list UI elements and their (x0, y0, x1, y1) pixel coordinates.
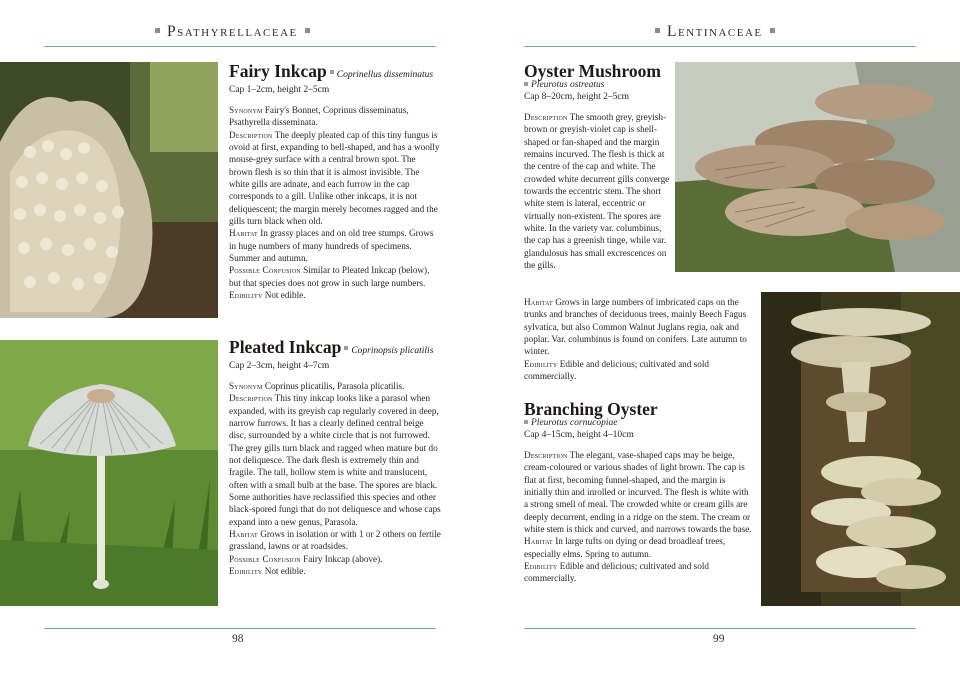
page-number: 99 (713, 633, 725, 645)
fairy-inkcap-photo (0, 62, 218, 318)
species-description: Description The smooth grey, greyish-brown or greyish-violet cap is shell-shaped or fan-shaped and the margin remains incurved. The flesh is thick at the centre of the cap and white. The crowded white decurrent gills converge towards the eccentric stem. The short white stem is lateral, eccentric or virtually non-existent. The spores are white. In the variety var. columbinus, the cap has a greenish tinge, while var. glandulosus has small excrescences on the gills. (524, 112, 670, 271)
latin-name: Pleurotus ostreatus (524, 80, 754, 91)
branching-oyster-entry (524, 400, 754, 585)
latin-name: Pleurotus cornucopiae (524, 418, 754, 429)
head-square-ornament (305, 28, 310, 33)
species-name: Pleated Inkcap Coprinopsis plicatilis (229, 337, 434, 357)
species-description: Description The elegant, vase-shaped caps may be beige, cream-coloured or various shades of light brown. The cap is flat at first, becoming funnel-shaped, and the margin is initially thin and inrolled or incurved. The flesh is white with a strong smell of meal. The crowded white or cream gills are deeply decurrent, ending in a ridge on the stem. The cream or white stem is thick and curved, and narrows towards the base. Habitat In large tufts on dying or dead broadleaf trees, especially elms. Spring to autumn. Edibility Edible and delicious; cultivated and sold commercially. (524, 450, 752, 584)
size-dimensions: Cap 4–15cm, height 4–10cm (524, 430, 634, 440)
oyster-mushroom-habitat-block: Habitat Grows in large numbers of imbricated caps on the trunks and branches of deciduous trees, mainly Beech Fagus sylvatica, but also Common Walnut Juglans regia, oak and poplar. Var. columbinus is found on conifers. Late autumn to winter. Edibility Edible and delicious; cultivated and sold commercially. (524, 297, 747, 382)
footer-rule (524, 628, 916, 629)
species-name: Branching Oyster (524, 399, 658, 419)
square-bullet (344, 346, 348, 350)
head-square-ornament (655, 28, 660, 33)
left-running-head (148, 23, 317, 41)
branching-oyster-photo (761, 292, 960, 606)
species-description: Synonym Fairy's Bonnet, Coprinus disseminatus, Psathyrella disseminata. Description The deeply pleated cap of this tiny fungus is ovoid at first, expanding to bell-shaped, and has a woolly mouse-grey surface with a central brown spot. The brown flesh is so thin that it is almost invisible. The white gills are adnate, and each furrow in the cap corresponds to a gill. Unlike other inkcaps, it is not deliquescent; the margin merely becomes ragged and the gills turn black when old. Habitat In grassy places and on old tree stumps. Grows in huge numbers of many hundreds of specimens. Summer and autumn. Possible Confusion Similar to Pleated Inkcap (below), but that species does not grow in such large numbers. Edibility Not edible. (229, 105, 440, 301)
latin-name: Coprinellus disseminatus (336, 70, 434, 80)
square-bullet (524, 82, 528, 86)
pleated-inkcap-photo (0, 340, 218, 606)
header-rule (524, 46, 916, 47)
family-title: Lentinaceae (667, 23, 763, 40)
oyster-mushroom-entry (524, 62, 754, 271)
latin-name: Coprinopsis plicatilis (351, 346, 434, 356)
page-number: 98 (232, 633, 244, 645)
head-square-ornament (155, 28, 160, 33)
head-square-ornament (770, 28, 775, 33)
right-running-head (648, 23, 782, 41)
pleated-inkcap-entry (229, 338, 441, 578)
size-dimensions: Cap 8–20cm, height 2–5cm (524, 92, 630, 102)
species-description: Synonym Coprinus plicatilis, Parasola plicatilis. Description This tiny inkcap looks like a parasol when expanded, with its greyish cap regularly covered in deep, narrow furrows. It has a clearly defined central beige disc, surrounded by a white circle that is not furrowed. The grey gills turn black and ragged when mature but do not deliquesce. The dark flesh is extremely thin and fragile. The tall, hollow stem is white and translucent, often with a small bulb at the base. The spores are black. Some authorities have reclassified this species and other black-spored fungi that do not deliquesce and whose caps expand into a new genus, Parasola. Habitat Grows in isolation or with 1 or 2 others on fertile grassland, lawns or at roadsides. Possible Confusion Fairy Inkcap (above). Edibility Not edible. (229, 381, 441, 577)
size-dimensions: Cap 1–2cm, height 2–5cm (229, 85, 330, 95)
family-title: Psathyrellaceae (167, 23, 298, 40)
footer-rule (44, 628, 436, 629)
size-dimensions: Cap 2–3cm, height 4–7cm (229, 361, 330, 371)
header-rule (44, 46, 436, 47)
species-name: Fairy Inkcap Coprinellus disseminatus (229, 61, 434, 81)
square-bullet (330, 70, 334, 74)
species-name: Oyster Mushroom (524, 61, 661, 81)
fairy-inkcap-entry (229, 62, 441, 302)
square-bullet (524, 420, 528, 424)
